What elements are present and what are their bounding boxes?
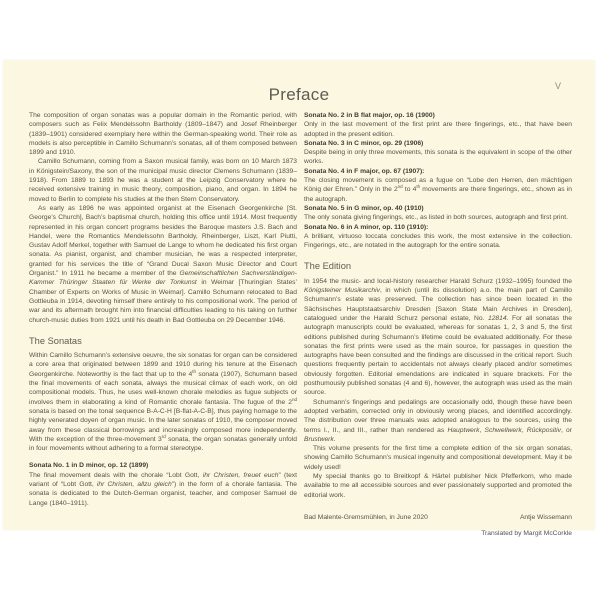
edition-fingerings-paragraph: Schumann’s fingerings and pedalings are occasionally odd, though these have been adopted verbatim, corrected only in obviously wrong places, and identified accordingly. The distribution over three manuals was adopted analogous to the sources, using the terms I., II., and III., rather than rendered as Hauptwerk, Schwellwerk, Rückpositiv, or Brustwerk. — [304, 398, 572, 443]
sonata-4-body: The closing movement is composed as a fugue on “Lobe den Herren, den mächtigen König der Ehren.” Only in the 2nd to 4th movements are there fingerings, etc., shown as in the autograph. — [304, 177, 572, 203]
left-column — [29, 111, 297, 508]
signature-author: Antje Wissemann — [519, 513, 572, 521]
signature-row — [304, 513, 572, 522]
section-heading-the-sonatas: The Sonatas — [29, 335, 82, 346]
sonata-1-body: The final movement deals with the chorale “Lobt Gott, ihr Christen, freuet euch” (text variant of “Lobt Gott, ihr Christen, allzu gleich”) in the form of a chorale fantasia. The sonata is dedicated to the Dutch-German organist, teacher, and composer Samuel de Lange (1840–1911). — [29, 471, 298, 507]
edition-sources-paragraph: In 1954 the music- and local-history researcher Harald Schurz (1932–1995) founded the Königsteiner Musikarchiv, in which (until its dissolution) a.o. the main part of Camillo Schumann’s estate was preserved. The collection has since been located in the Sächsisches Hauptstaatsarchiv Dresden [Saxon State Main Archives in Dresden], catalogued under the Harald Schurz personal estate, No. 12814. For all sonatas the autograph manuscripts could be evaluated, whereas for sonatas 1, 2, 3 and 5, the first editions published during Schumann’s lifetime could be evaluated additionally. For these sonatas the first prints were used as the main source, for passages in question the autographs have been consulted and the findings are discussed in the critical report. Such questions frequently pertain to accidentals not always clearly placed and/or sometimes obviously forgotten. Editorial emendations are indicated in square brackets. For the posthumously published sonatas (4 and 6), however, the autograph was used as the main source. — [304, 277, 572, 397]
sonata-6-body: A brilliant, virtuoso toccata concludes this work, the most extensive in the collection. Fingerings, etc., are notated in the autograph for the entire sonata. — [304, 232, 572, 250]
page-title: Preface — [268, 85, 330, 104]
translator-credit: Translated by Margit McCorkle — [481, 530, 572, 538]
preface-page — [3, 60, 595, 538]
sonata-entry-4 — [304, 167, 572, 204]
section-heading-the-edition: The Edition — [304, 261, 352, 272]
sonata-entry-2 — [304, 111, 572, 139]
sonata-2-body: Only in the last movement of the first print are there fingerings, etc., that have been adopted in the present edition. — [304, 121, 572, 138]
sonata-3-heading: Sonata No. 3 in C minor, op. 29 (1906) — [304, 139, 424, 147]
edition-volume-paragraph: This volume presents for the first time a complete edition of the six organ sonatas, showing Camillo Schumann’s musical ingenuity and compositional development. May it be widely used! — [304, 445, 572, 471]
right-column — [304, 111, 572, 538]
sonata-5-heading: Sonata No. 5 in G minor, op. 40 (1910) — [304, 204, 424, 212]
sonata-entry-5 — [304, 204, 572, 223]
page-number: V — [554, 81, 561, 91]
sonata-4-heading: Sonata No. 4 in F major, op. 67 (1907): — [304, 167, 425, 175]
sonata-5-body: The only sonata giving fingerings, etc., as listed in both sources, autograph and first print. — [304, 214, 568, 222]
sonata-6-heading: Sonata No. 6 in A minor, op. 110 (1910): — [304, 223, 429, 231]
signature-place-date: Bad Malente-Gremsmühlen, in June 2020 — [304, 513, 428, 521]
sonata-1-heading: Sonata No. 1 in D minor, op. 12 (1899) — [29, 462, 149, 470]
sonata-entry-3 — [304, 139, 572, 167]
sonata-3-body: Despite being in only three movements, this sonata is the equivalent in scope of the other works. — [304, 149, 572, 166]
sonata-entry-6 — [304, 223, 572, 251]
edition-thanks-paragraph: My special thanks go to Breitkopf & Härtel publisher Nick Pfefferkorn, who made available to me all accessible sources and ever passionately supported and promoted the editorial work. — [304, 472, 572, 499]
biography-paragraph: Camillo Schumann, coming from a Saxon musical family, was born on 10 March 1873 in Königstein/Saxony, the son of the municipal music director Clemens Schumann (1839–1918). From 1889 to 1893 he was a student at the Leipzig Conservatory where he received extensive training in music theory, composition, piano, and organ. In 1894 he moved to Berlin to complete his studies at the then Stern Conservatory. — [29, 158, 297, 203]
intro-paragraph: The composition of organ sonatas was a popular domain in the Romantic period, with composers such as Felix Mendelssohn Bartholdy (1809–1847) and Josef Rheinberger (1839–1901) considered exemplary here within the German-speaking world. Their role as models is also perceptible in Camillo Schumann’s sonatas, all of them composed between 1899 and 1910. — [29, 112, 297, 157]
sonata-2-heading: Sonata No. 2 in B flat major, op. 16 (1900) — [304, 112, 435, 119]
career-paragraph: As early as 1896 he was appointed organist at the Eisenach Georgenkirche [St. George’s Church], Bach’s baptismal church, holding this office until 1914. Most frequently represented in his organ concert programs besides the Baroque masters J.S. Bach and Handel, were the Romantics Mendelssohn Bartholdy, Rheinberger, Liszt, Karl Piutti, Gustav Adolf Merkel, together with Samuel de Lange to whom he dedicated his first organ sonata. As pianist, organist, and chamber musician, he was a respected interpreter, granted for his services the title of “Grand Ducal Saxon Music Director and Court Organist.” In 1911 he became a member of the Gemeinschaftlichen Sachverständigen-Kammer Thüringer Staaten für Werke der Tonkunst in Weimar [Thuringian States’ Chamber of Experts on Works of Music in Weimar]. Camillo Schumann relocated to Bad Gottleuba in 1914, devoting himself there entirely to his compositional work. The period of war and its aftermath brought him into financial difficulties leading to his taking on further church-music duties from 1921 until his death in Bad Gottleuba on 29 December 1946. — [29, 204, 298, 324]
sonata-entry-1 — [29, 461, 297, 507]
sonatas-intro-paragraph: Within Camillo Schumann’s extensive oeuvre, the six sonatas for organ can be considered a core area that originated between 1899 and 1910 during his tenure at the Eisenach Georgenkirche. Noteworthy is the fact that up to the 4th sonata (1907), Schumann based the final movements of each sonata, always the musical climax of each work, on old compositional models. Thus, he uses well-known chorale melodies as fugue subjects or involves them in elaborating a kind of Romantic chorale fantasia. The fugue of the 2nd sonata is based on the tonal sequence B-A-C-H [B-flat-A-C-B], thus paying homage to the highly venerated doyen of organ music. In the later sonatas of 1910, the composer moved away from these classical borrowings and increasingly composed more independently. With the exception of the three-movement 3rd sonata, the organ sonatas generally unfold in four movements without adhering to a formal stereotype. — [29, 352, 297, 453]
